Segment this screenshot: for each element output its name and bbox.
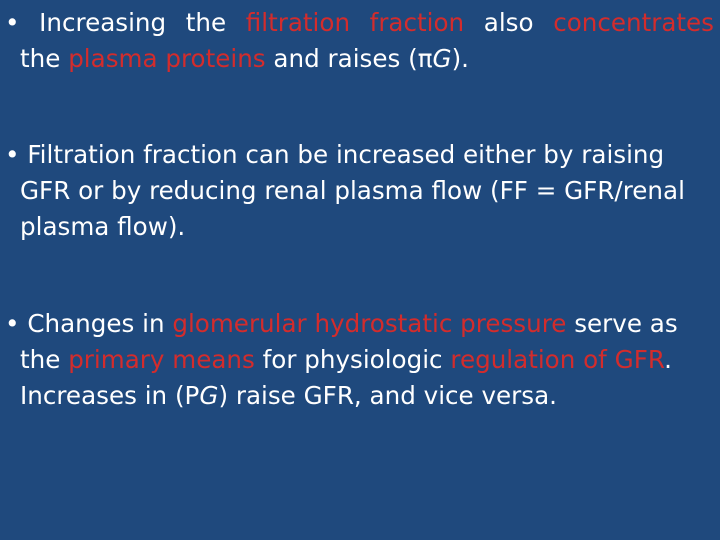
text-segment: for physiologic	[254, 345, 451, 374]
subscript-g: G	[432, 44, 452, 73]
highlight-filtration-fraction: filtration fraction	[245, 8, 465, 37]
bullet-line	[0, 342, 714, 378]
text-segment: and raises (π	[265, 44, 433, 73]
highlight-plasma-proteins: plasma proteins	[68, 44, 266, 73]
bullet-line	[0, 306, 714, 342]
bullet-line: • Filtration fraction can be increased either by raising	[5, 140, 665, 169]
bullet-line	[0, 41, 714, 77]
bullet-line	[0, 378, 714, 414]
bullet-line: GFR or by reducing renal plasma flow (FF = GFR/renal	[20, 176, 685, 205]
text-segment: also	[464, 8, 554, 37]
text-segment: ) raise GFR, and vice versa.	[218, 381, 557, 410]
subscript-g: G	[199, 381, 219, 410]
text-segment: .	[664, 345, 672, 374]
text-segment: the	[20, 44, 69, 73]
text-segment: • Increasing the	[5, 8, 246, 37]
highlight-glomerular-hydrostatic-pressure: glomerular hydrostatic pressure	[172, 309, 567, 338]
bullet-ff-increase	[0, 137, 714, 245]
bullet-line: plasma flow).	[20, 212, 186, 241]
text-segment: serve as	[566, 309, 678, 338]
text-segment: Increases in (P	[20, 381, 200, 410]
highlight-concentrates: concentrates	[553, 8, 714, 37]
bullet-glomerular-pressure	[0, 306, 714, 414]
highlight-regulation-of-gfr: regulation of GFR	[450, 345, 665, 374]
bullet-line	[0, 5, 714, 41]
text-segment: the	[20, 345, 69, 374]
text-segment: • Changes in	[5, 309, 173, 338]
highlight-primary-means: primary means	[68, 345, 255, 374]
text-segment: ).	[451, 44, 469, 73]
bullet-filtration-fraction	[0, 5, 714, 77]
